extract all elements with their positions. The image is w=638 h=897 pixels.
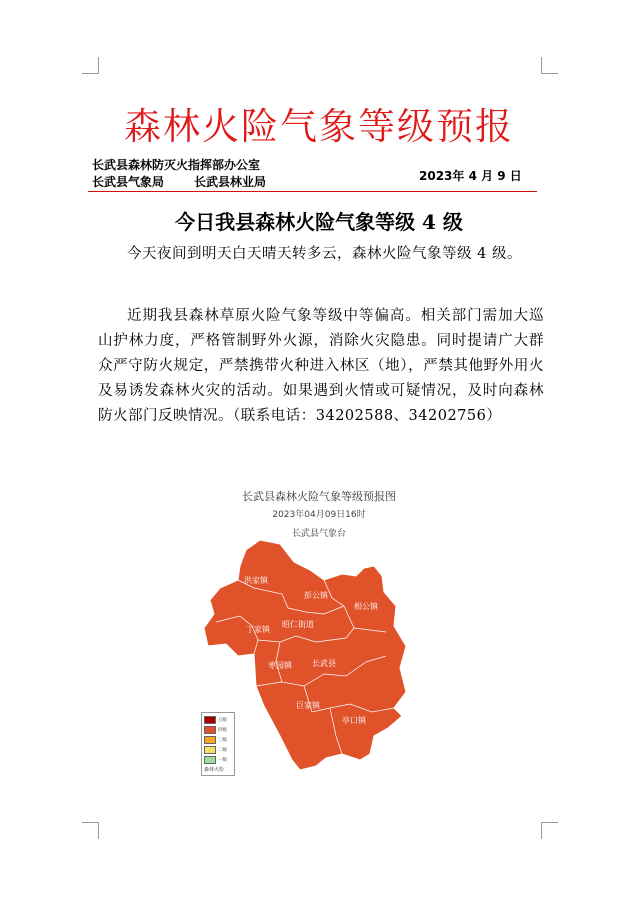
town-label: 彭公镇 [304,591,328,600]
legend-row [204,735,232,745]
document-title: 森林火险气象等级预报 [124,105,514,148]
town-label: 枣园镇 [268,661,292,670]
legend-label: 四级 [218,728,227,733]
issuer-org-3: 长武县林业局 [194,175,267,189]
map-issuer: 长武县气象台 [291,529,346,539]
town-label: 丁家镇 [246,625,270,634]
legend-swatch [204,736,216,744]
page-corner-mark [82,822,99,839]
legend-label: 三级 [218,738,227,743]
map-legend [201,712,235,776]
legend-row [204,745,232,755]
legend-row [204,725,232,735]
map-time: 2023年04月09日16时 [272,510,366,520]
issuer-org-1: 长武县森林防灭火指挥部办公室 [92,158,261,172]
town-label: 亭口镇 [342,716,366,725]
legend-row [204,715,232,725]
town-label: 相公镇 [354,602,378,611]
page-corner-mark [82,57,99,74]
legend-swatch [204,746,216,754]
legend-label: 一级 [218,758,227,763]
issue-date: 2023年 4 月 9 日 [419,169,522,183]
legend-label: 二级 [218,748,227,753]
legend-name: 森林火险 [204,767,225,773]
paragraph-forecast: 今天夜间到明天白天晴天转多云，森林火险气象等级 4 级。 [127,246,522,262]
map-title: 长武县森林火险气象等级预报图 [242,490,396,503]
header-divider [88,191,537,192]
town-label: 长武县 [312,659,336,668]
town-label: 洪家镇 [244,576,268,585]
document-subtitle: 今日我县森林火险气象等级 4 级 [175,210,463,234]
legend-swatch [204,726,216,734]
legend-label: 五级 [218,718,227,723]
paragraph-notice: 近期我县森林草原火险气象等级中等偏高。相关部门需加大巡山护林力度，严格管制野外火源，消除火灾隐患。同时提请广大群众严守防火规定，严禁携带火种进入林区（地），严禁其他野外用火及易诱发森林火灾的活动。如果遇到火情或可疑情况，及时向森林防火部门反映情况。（联系电话：34202588、34202756） [98,308,544,424]
town-label: 昭仁街道 [282,620,314,629]
town-label: 巨家镇 [296,701,320,710]
page-corner-mark [541,822,558,839]
issuer-org-2: 长武县气象局 [92,175,165,189]
page-corner-mark [541,57,558,74]
legend-row [204,755,232,765]
legend-swatch [204,716,216,724]
legend-swatch [204,756,216,764]
